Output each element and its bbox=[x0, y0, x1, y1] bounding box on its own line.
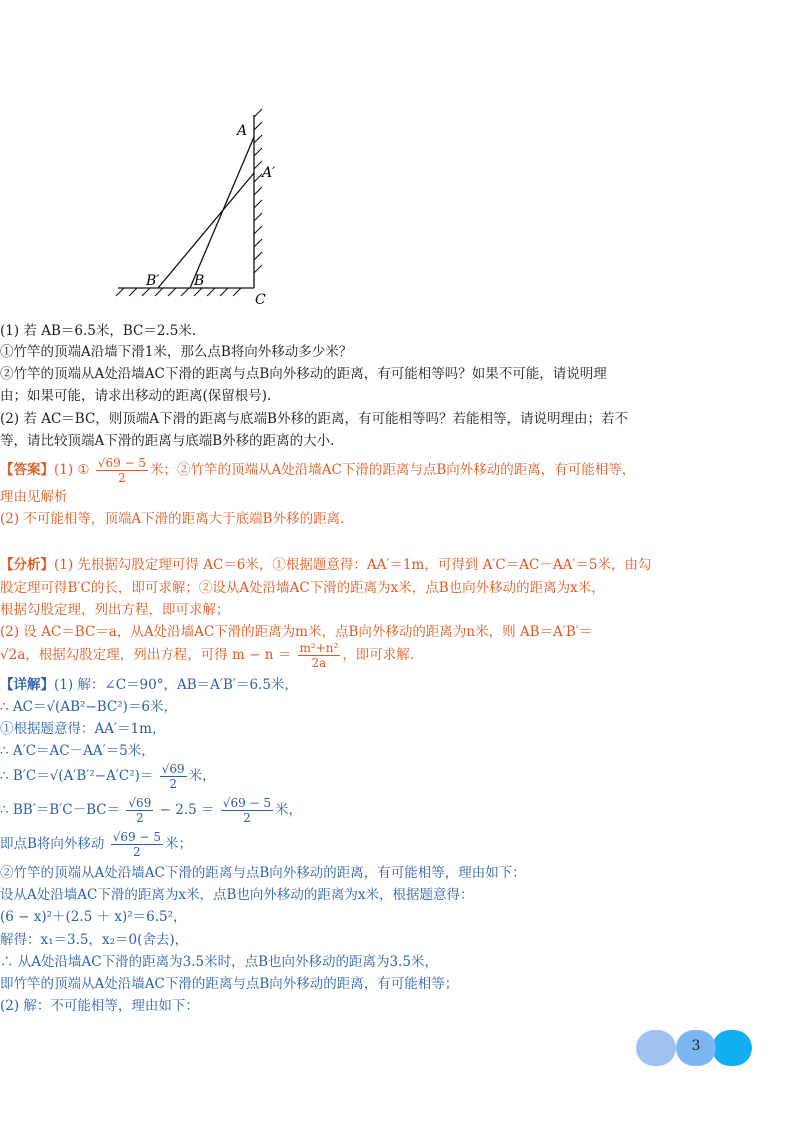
detail-line3: ①根据题意得：AA′＝1m， bbox=[0, 721, 166, 737]
ladder-AB bbox=[190, 137, 254, 288]
detail-l6b: 米， bbox=[275, 802, 303, 818]
q1-sub1: ①竹竿的顶端A沿墙下滑1米，那么点B将向外移动多少米？ bbox=[0, 344, 353, 360]
answer-p1-rest: 米；②竹竿的顶端从A处沿墙AC下滑的距离与点B向外移动的距离，有可能相等， bbox=[150, 462, 636, 478]
answer-fraction bbox=[96, 456, 148, 485]
analysis-frac-den: 2a bbox=[311, 656, 327, 670]
geometry-figure bbox=[110, 105, 280, 310]
detail-line1 bbox=[0, 675, 700, 696]
detail-l6a: ∴ BB′＝B′C－BC＝ bbox=[0, 802, 121, 818]
analysis-line5 bbox=[0, 640, 700, 670]
analysis-line3: 根据勾股定理，列出方程，即可求解； bbox=[0, 602, 230, 618]
page-badge-circle-light bbox=[636, 1030, 676, 1066]
analysis-line1 bbox=[0, 555, 700, 576]
analysis-tag: 【分析】 bbox=[0, 557, 54, 573]
ground-hatching bbox=[116, 288, 241, 296]
detail-l7b: 米； bbox=[164, 836, 192, 852]
wall-hatching bbox=[254, 109, 262, 273]
detail-l5b: 米， bbox=[188, 768, 216, 784]
detail-line8: ②竹竿的顶端从A处沿墙AC下滑的距离与点B向外移动的距离，有可能相等，理由如下： bbox=[0, 865, 526, 881]
label-B: B bbox=[194, 273, 205, 289]
detail-l6-mid: − 2.5 ＝ bbox=[159, 802, 215, 818]
analysis-l5a: √2a，根据勾股定理，列出方程，可得 m − n ＝ bbox=[0, 647, 292, 663]
analysis-line4: (2) 设 AC＝BC＝a，从A处沿墙AC下滑的距离为m米，点B向外移动的距离为n米，则 AB＝A′B′＝ bbox=[0, 624, 593, 640]
page-number: 3 bbox=[691, 1038, 701, 1054]
answer-frac-num: √69 − 5 bbox=[97, 456, 147, 470]
detail-l6-frac2-num: √69 − 5 bbox=[222, 796, 272, 810]
detail-l5-frac-den: 2 bbox=[169, 777, 177, 791]
label-C: C bbox=[255, 292, 266, 308]
detail-l1: (1) 解：∠C＝90°，AB＝A′B′＝6.5米， bbox=[54, 677, 298, 693]
detail-l7-frac-den: 2 bbox=[133, 845, 141, 859]
analysis-fraction bbox=[298, 641, 341, 670]
detail-line6 bbox=[0, 795, 700, 825]
detail-l6-frac2-den: 2 bbox=[243, 811, 251, 825]
page-number-badge bbox=[636, 1030, 752, 1066]
analysis-l1: (1) 先根据勾股定理可得 AC＝6米，①根据题意得：AA′＝1m，可得到 A′C＝AC－AA′＝5米，由勾 bbox=[54, 557, 652, 573]
detail-l5-frac-num: √69 bbox=[161, 762, 185, 776]
answer-line3: (2) 不可能相等，顶端A下滑的距离大于底端B外移的距离. bbox=[0, 511, 345, 527]
page-badge-circle-bright bbox=[712, 1030, 752, 1066]
answer-tag: 【答案】 bbox=[0, 462, 54, 478]
detail-l6-fraction2 bbox=[221, 796, 273, 825]
detail-line5 bbox=[0, 761, 700, 791]
label-A: A bbox=[237, 123, 248, 139]
q2-line2: 等，请比较顶端A下滑的距离与底端B外移的距离的大小. bbox=[0, 433, 335, 449]
detail-l5-fraction bbox=[160, 762, 187, 791]
detail-l6-fraction1 bbox=[126, 796, 153, 825]
analysis-l5b: ，即可求解. bbox=[342, 647, 415, 663]
detail-l7-frac-num: √69 − 5 bbox=[112, 830, 161, 844]
q1-sub2-line2: 由；如果可能，请求出移动的距离(保留根号). bbox=[0, 388, 272, 404]
detail-l6-frac1-num: √69 bbox=[128, 796, 152, 810]
q2-line1: (2) 若 AC＝BC，则顶端A下滑的距离与底端B外移的距离，有可能相等吗？若能相等，请说明理由；若不 bbox=[0, 411, 628, 427]
detail-line7 bbox=[0, 829, 700, 859]
detail-line14: (2) 解：不可能相等，理由如下： bbox=[0, 998, 199, 1014]
answer-frac-den: 2 bbox=[118, 471, 126, 485]
ladder-A-prime-B-prime bbox=[158, 173, 254, 288]
analysis-frac-num: m²+n² bbox=[299, 641, 339, 655]
analysis-line2: 股定理可得B′C的长，即可求解；②设从A处沿墙AC下滑的距离为x米，点B也向外移动的距离为x米， bbox=[0, 580, 605, 596]
label-B-prime: B′ bbox=[146, 273, 160, 289]
detail-l7-fraction bbox=[111, 830, 163, 859]
q1-sub2-line1: ②竹竿的顶端从A处沿墙AC下滑的距离与点B向外移动的距离，有可能相等吗？如果不可能，请说明理 bbox=[0, 366, 607, 382]
detail-line11: 解得：x₁＝3.5，x₂＝0(舍去)， bbox=[0, 932, 189, 948]
answer-line2: 理由见解析 bbox=[0, 489, 68, 505]
detail-line13: 即竹竿的顶端从A处沿墙AC下滑的距离与点B向外移动的距离，有可能相等； bbox=[0, 976, 459, 992]
detail-line4: ∴ A′C＝AC－AA′＝5米， bbox=[0, 743, 155, 759]
answer-line1 bbox=[0, 455, 700, 485]
q1-intro: (1) 若 AB＝6.5米，BC＝2.5米. bbox=[0, 323, 197, 339]
detail-line12: ∴ 从A处沿墙AC下滑的距离为3.5米时，点B也向外移动的距离为3.5米， bbox=[0, 954, 438, 970]
detail-line10: (6 − x)²＋(2.5 ＋ x)²＝6.5²， bbox=[0, 909, 187, 925]
detail-l7a: 即点B将向外移动 bbox=[0, 836, 105, 852]
detail-line2: ∴ AC＝√(AB²−BC²)＝6米， bbox=[0, 699, 177, 715]
answer-p1-lead: (1) ① bbox=[54, 462, 90, 478]
detail-l5a: ∴ B′C＝√(A′B′²−A′C²)＝ bbox=[0, 768, 154, 784]
detail-tag: 【详解】 bbox=[0, 677, 54, 693]
detail-line9: 设从A处沿墙AC下滑的距离为x米，点B也向外移动的距离为x米，根据题意得： bbox=[0, 887, 474, 903]
detail-l6-frac1-den: 2 bbox=[136, 811, 144, 825]
label-A-prime: A′ bbox=[262, 165, 276, 181]
